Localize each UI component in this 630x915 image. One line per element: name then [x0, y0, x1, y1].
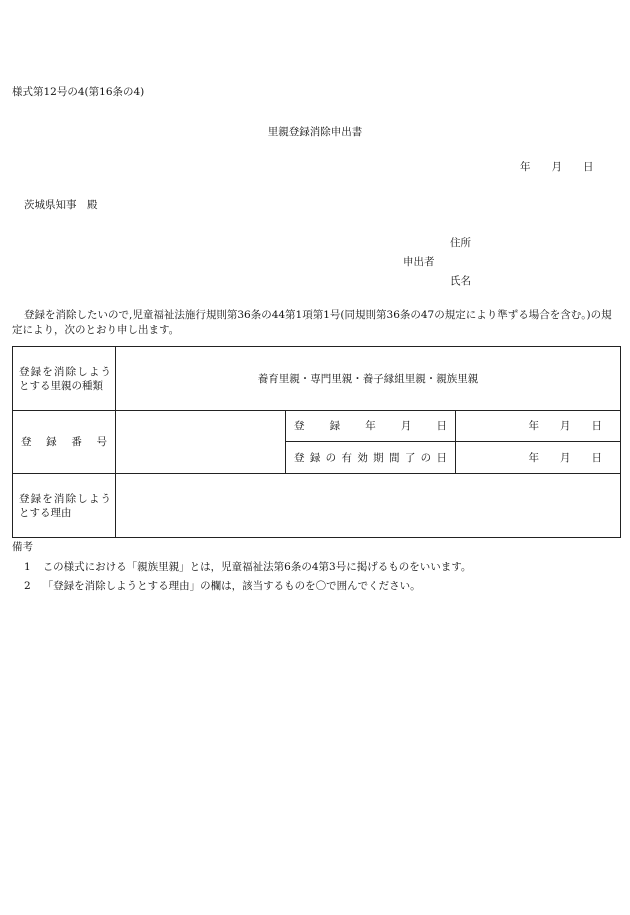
registration-date-row: [13, 411, 621, 442]
application-form-table: [12, 346, 621, 538]
registration-number-field[interactable]: [116, 411, 286, 474]
expiry-date-value[interactable]: 年 月 日: [456, 442, 621, 474]
registration-date-label: 登 録 年 月 日: [286, 411, 456, 442]
expiry-date-label: 登録の有効期間了の日: [286, 442, 456, 474]
reason-label: 登録を消除しようとする理由: [13, 474, 116, 538]
note-number: 1: [24, 561, 31, 573]
address-label: 住所: [450, 237, 471, 249]
note-item: [24, 580, 421, 593]
name-label: 氏名: [450, 275, 471, 287]
registration-date-value[interactable]: 年 月 日: [456, 411, 621, 442]
note-item: [24, 561, 471, 574]
statement-paragraph: 登録を消除したいので,児童福祉法施行規則第36条の44第1項第1号(同規則第36条の47の規定により準ずる場合を含む。)の規定により，次のとおり申し出ます。: [12, 309, 612, 336]
fostering-type-label: 登録を消除しようとする里親の種類: [13, 347, 116, 411]
note-text: 「登録を消除しようとする理由」の欄は，該当するものを〇で囲んでください。: [42, 580, 421, 592]
fostering-type-row: [13, 347, 621, 411]
registration-number-label: 登 録 番 号: [13, 411, 116, 474]
applicant-label: 申出者: [403, 256, 435, 268]
note-number: 2: [24, 580, 31, 592]
notes-heading: 備考: [12, 541, 33, 553]
reason-field[interactable]: [116, 474, 621, 538]
addressee: 茨城県知事 殿: [24, 199, 98, 211]
date-line: 年 月 日: [520, 161, 594, 173]
document-title: 里親登録消除申出書: [267, 126, 363, 138]
reason-row: [13, 474, 621, 538]
note-text: この様式における「親族里親」とは，児童福祉法第6条の4第3号に掲げるものをいいます。: [42, 561, 472, 573]
form-number: 様式第12号の4(第16条の4): [12, 86, 145, 98]
fostering-type-options[interactable]: 養育里親・専門里親・養子縁組里親・親族里親: [116, 347, 621, 411]
